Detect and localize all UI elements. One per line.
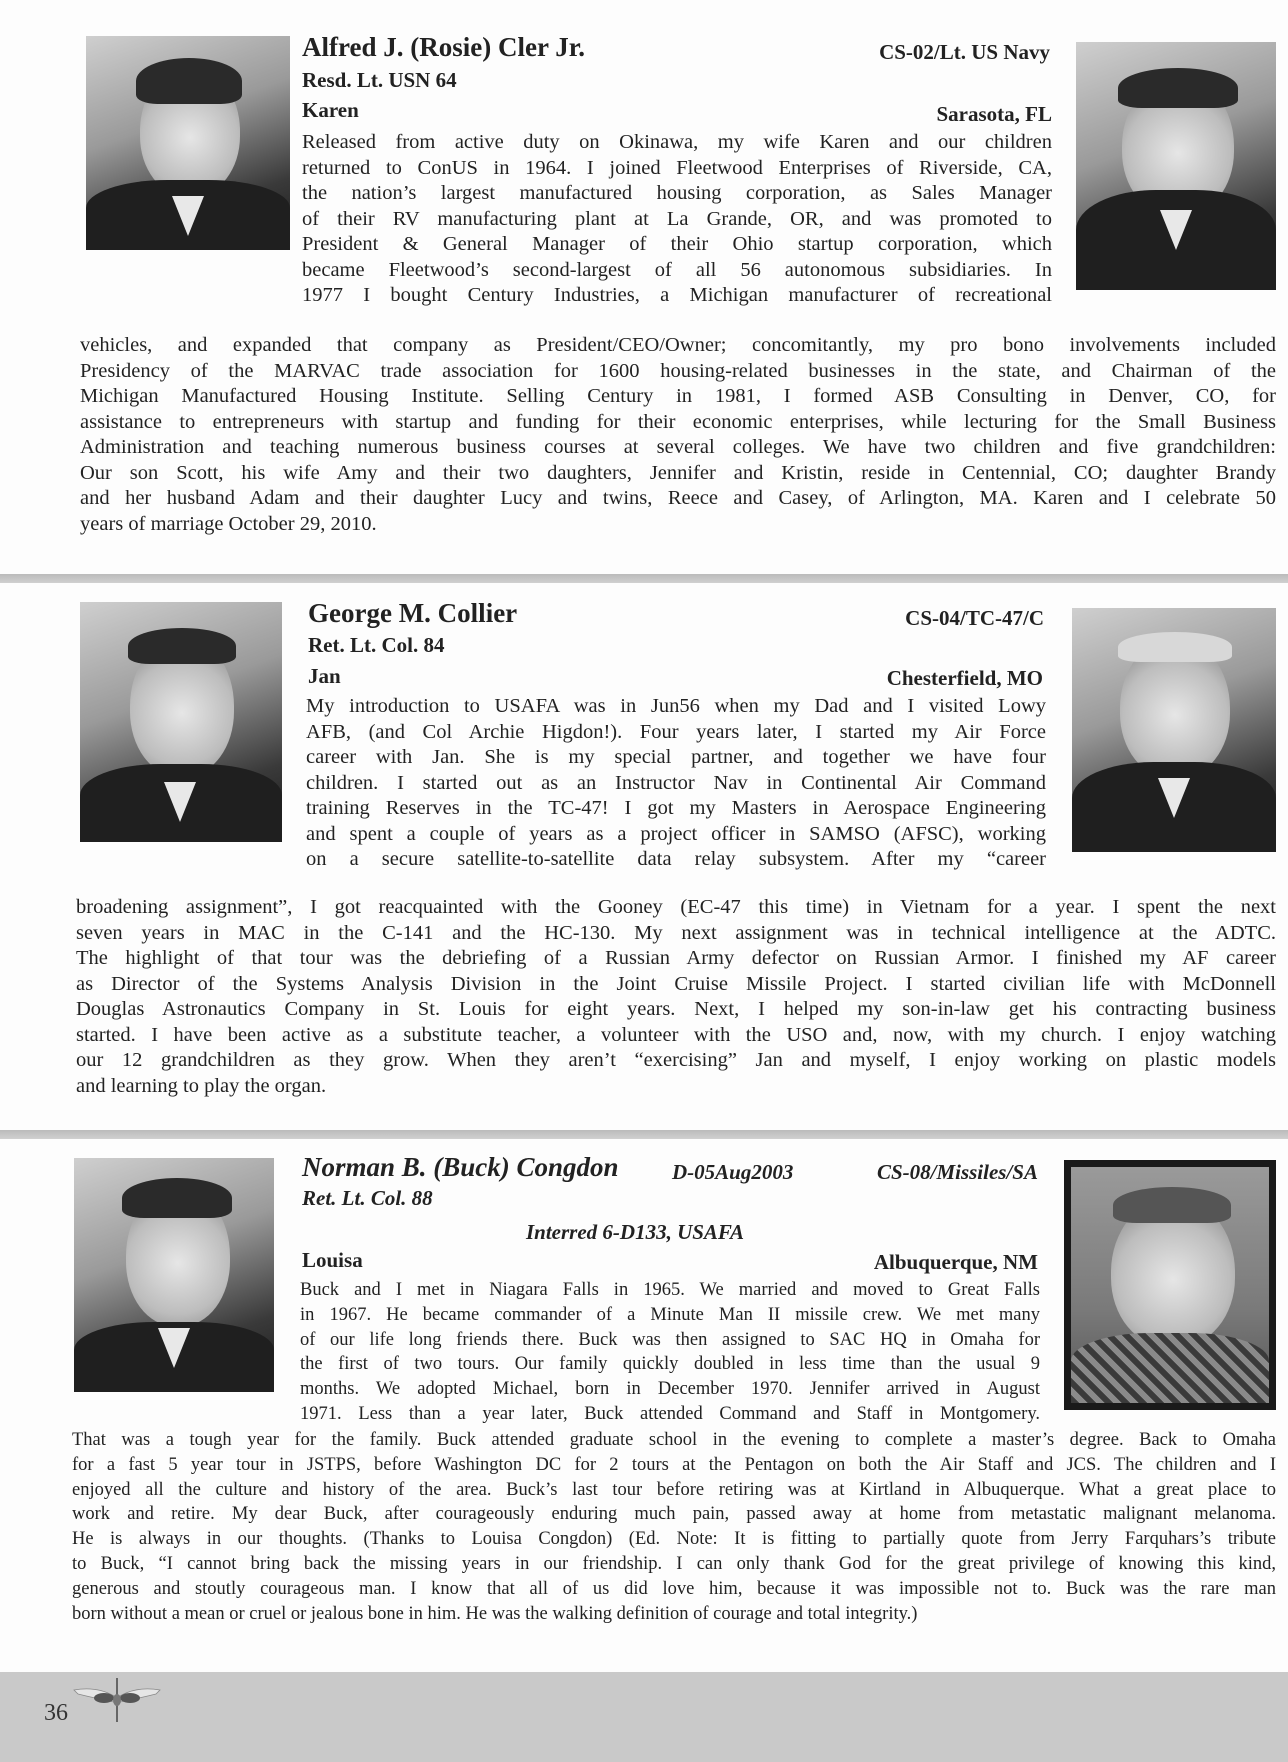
class-info: CS-08/Missiles/SA	[876, 1160, 1038, 1184]
bio-line: assistance to entrepreneurs with startup and funding for their economic enterprises, while lecturing for the Small Business	[80, 410, 1276, 433]
bio-full	[80, 333, 1276, 537]
bio-line: generous and stoutly courageous man. I know that all of us did love him, because it was impossible not to. Buck was the rare man	[72, 1578, 1276, 1599]
bio-line: Douglas Astronautics Company in St. Louis for eight years. Next, I helped my son-in-law get his contracting business	[76, 998, 1276, 1020]
bio-line: Presidency of the MARVAC trade association for 1600 housing-related businesses in the state, and Chairman of the	[80, 359, 1276, 382]
bio-line: on a secure satellite-to-satellite data relay subsystem. After my “career	[306, 848, 1046, 870]
bio-wrapped	[300, 1278, 1040, 1427]
bio-line: Administration and teaching numerous business courses at several colleges. We have two children and five grandchildren:	[80, 436, 1276, 458]
current-photo-collier	[1072, 608, 1276, 852]
wings-propeller-icon	[72, 1676, 162, 1726]
location: Albuquerque, NM	[873, 1250, 1038, 1274]
bio-line: and learning to play the organ.	[76, 1074, 327, 1097]
bio-line: born without a mean or cruel or jealous bone in him. He was the walking definition of courage and total integrity.)	[72, 1603, 918, 1624]
bio-line: The highlight of that tour was the debriefing of a Russian Army defector on Russian Armor. I finished my AF career	[76, 947, 1276, 969]
bio-line: months. We adopted Michael, born in December 1970. Jennifer arrived in August	[300, 1379, 1040, 1400]
bio-line: Michigan Manufactured Housing Institute. Selling Century in 1981, I formed ASB Consulting in Denver, CO, for	[80, 385, 1276, 407]
interred: Interred 6-D133, USAFA	[526, 1220, 745, 1244]
section-divider	[0, 574, 1288, 583]
person-name: Norman B. (Buck) Congdon	[302, 1152, 619, 1182]
person-name: George M. Collier	[308, 598, 518, 628]
page-footer	[0, 1672, 1288, 1762]
bio-line: seven years in MAC in the C-141 and the HC-130. My next assignment was in technical intelligence at the ADTC.	[76, 921, 1276, 944]
bio-line: started. I have been active as a substitute teacher, a volunteer with the USO and, now, with my church. I enjoy watching	[76, 1023, 1276, 1046]
bio-line: 1971. Less than a year later, Buck attended Command and Staff in Montgomery.	[300, 1403, 1040, 1424]
current-photo-congdon	[1064, 1160, 1276, 1410]
bio-line: in 1967. He became commander of a Minute Man II missile crew. We met many	[300, 1304, 1040, 1325]
bio-line: for a fast 5 year tour in JSTPS, before Washington DC for 2 tours at the Pentagon on both the Air Staff and JCS. The children and I	[72, 1454, 1276, 1475]
bio-line: That was a tough year for the family. Buck attended graduate school in the evening to complete a master’s degree. Back to Omaha	[72, 1430, 1276, 1450]
class-info: CS-02/Lt. US Navy	[879, 40, 1050, 64]
bio-line: career with Jan. She is my special partner, and together we have four	[306, 746, 1046, 768]
bio-line: our 12 grandchildren as they grow. When they aren’t “exercising” Jan and myself, I enjoy working on plastic models	[76, 1049, 1276, 1071]
bio-wrapped	[306, 694, 1046, 873]
bio-line: returned to ConUS in 1964. I joined Fleetwood Enterprises of Riverside, CA,	[302, 156, 1052, 179]
bio-line: and spent a couple of years as a project officer in SAMSO (AFSC), working	[306, 822, 1046, 845]
bio-line: President & General Manager of their Ohio startup corporation, which	[302, 233, 1052, 255]
bio-full	[72, 1428, 1276, 1626]
bio-line: years of marriage October 29, 2010.	[80, 512, 377, 535]
spouse: Louisa	[302, 1248, 363, 1272]
bio-wrapped	[302, 130, 1052, 309]
bio-line: Released from active duty on Okinawa, my wife Karen and our children	[302, 131, 1052, 153]
current-photo-cler	[1076, 42, 1276, 290]
rank: Ret. Lt. Col. 88	[302, 1186, 433, 1210]
bio-line: Our son Scott, his wife Amy and their two daughters, Jennifer and Kristin, reside in Centennial, CO; daughter Brandy	[80, 461, 1276, 484]
bio-line: the first of two tours. Our family quickly doubled in less time than the usual 9	[300, 1354, 1040, 1375]
bio-line: enjoyed all the culture and history of the area. Buck’s last tour before retiring was at Kirtland in Albuquerque. What a great place to	[72, 1479, 1276, 1500]
spouse: Karen	[302, 98, 359, 122]
bio-line: He is always in our thoughts. (Thanks to Louisa Congdon) (Ed. Note: It is fitting to partially quote from Jerry Farquhars’s tribute	[72, 1529, 1276, 1550]
bio-line: broadening assignment”, I got reacquainted with the Gooney (EC-47 this time) in Vietnam for a year. I spent the next	[76, 896, 1276, 918]
location: Sarasota, FL	[936, 102, 1052, 126]
bio-line: 1977 I bought Century Industries, a Michigan manufacturer of recreational	[302, 284, 1052, 306]
bio-line: to Buck, “I cannot bring back the missing years in our friendship. I can only thank God for the great privilege of knowing this kind,	[72, 1553, 1276, 1574]
section-divider	[0, 1130, 1288, 1139]
page-number: 36	[44, 1700, 68, 1726]
bio-line: AFB, (and Col Archie Higdon!). Four years later, I started my Air Force	[306, 720, 1046, 743]
rank: Ret. Lt. Col. 84	[308, 633, 445, 657]
bio-line: as Director of the Systems Analysis Division in the Joint Cruise Missile Project. I started civilian life with McDonnell	[76, 972, 1276, 995]
bio-line: Buck and I met in Niagara Falls in 1965. We married and moved to Great Falls	[300, 1280, 1040, 1300]
bio-line: vehicles, and expanded that company as President/CEO/Owner; concomitantly, my pro bono involvements included	[80, 334, 1276, 356]
rank: Resd. Lt. USN 64	[302, 68, 457, 92]
spouse: Jan	[308, 664, 341, 688]
bio-full	[76, 895, 1276, 1099]
location: Chesterfield, MO	[886, 666, 1043, 690]
cadet-photo-congdon	[74, 1158, 274, 1392]
bio-line: My introduction to USAFA was in Jun56 when my Dad and I visited Lowy	[306, 695, 1046, 717]
bio-line: of their RV manufacturing plant at La Grande, OR, and was promoted to	[302, 207, 1052, 230]
bio-line: the nation’s largest manufactured housing corporation, as Sales Manager	[302, 182, 1052, 204]
bio-line: children. I started out as an Instructor Nav in Continental Air Command	[306, 771, 1046, 794]
class-info: CS-04/TC-47/C	[905, 606, 1044, 630]
death-date: D-05Aug2003	[672, 1160, 794, 1184]
bio-line: training Reserves in the TC-47! I got my Masters in Aerospace Engineering	[306, 797, 1046, 819]
bio-line: became Fleetwood’s second-largest of all 56 autonomous subsidiaries. In	[302, 258, 1052, 281]
cadet-photo-collier	[80, 602, 282, 842]
person-name: Alfred J. (Rosie) Cler Jr.	[302, 32, 585, 62]
bio-line: and her husband Adam and their daughter Lucy and twins, Reece and Casey, of Arlington, MA. Karen and I celebrate 50	[80, 487, 1276, 509]
bio-line: work and retire. My dear Buck, after courageously enduring much pain, passed away at home from metastatic malignant melanoma.	[72, 1504, 1276, 1525]
bio-line: of our life long friends there. Buck was then assigned to SAC HQ in Omaha for	[300, 1329, 1040, 1350]
cadet-photo-cler	[86, 36, 290, 250]
